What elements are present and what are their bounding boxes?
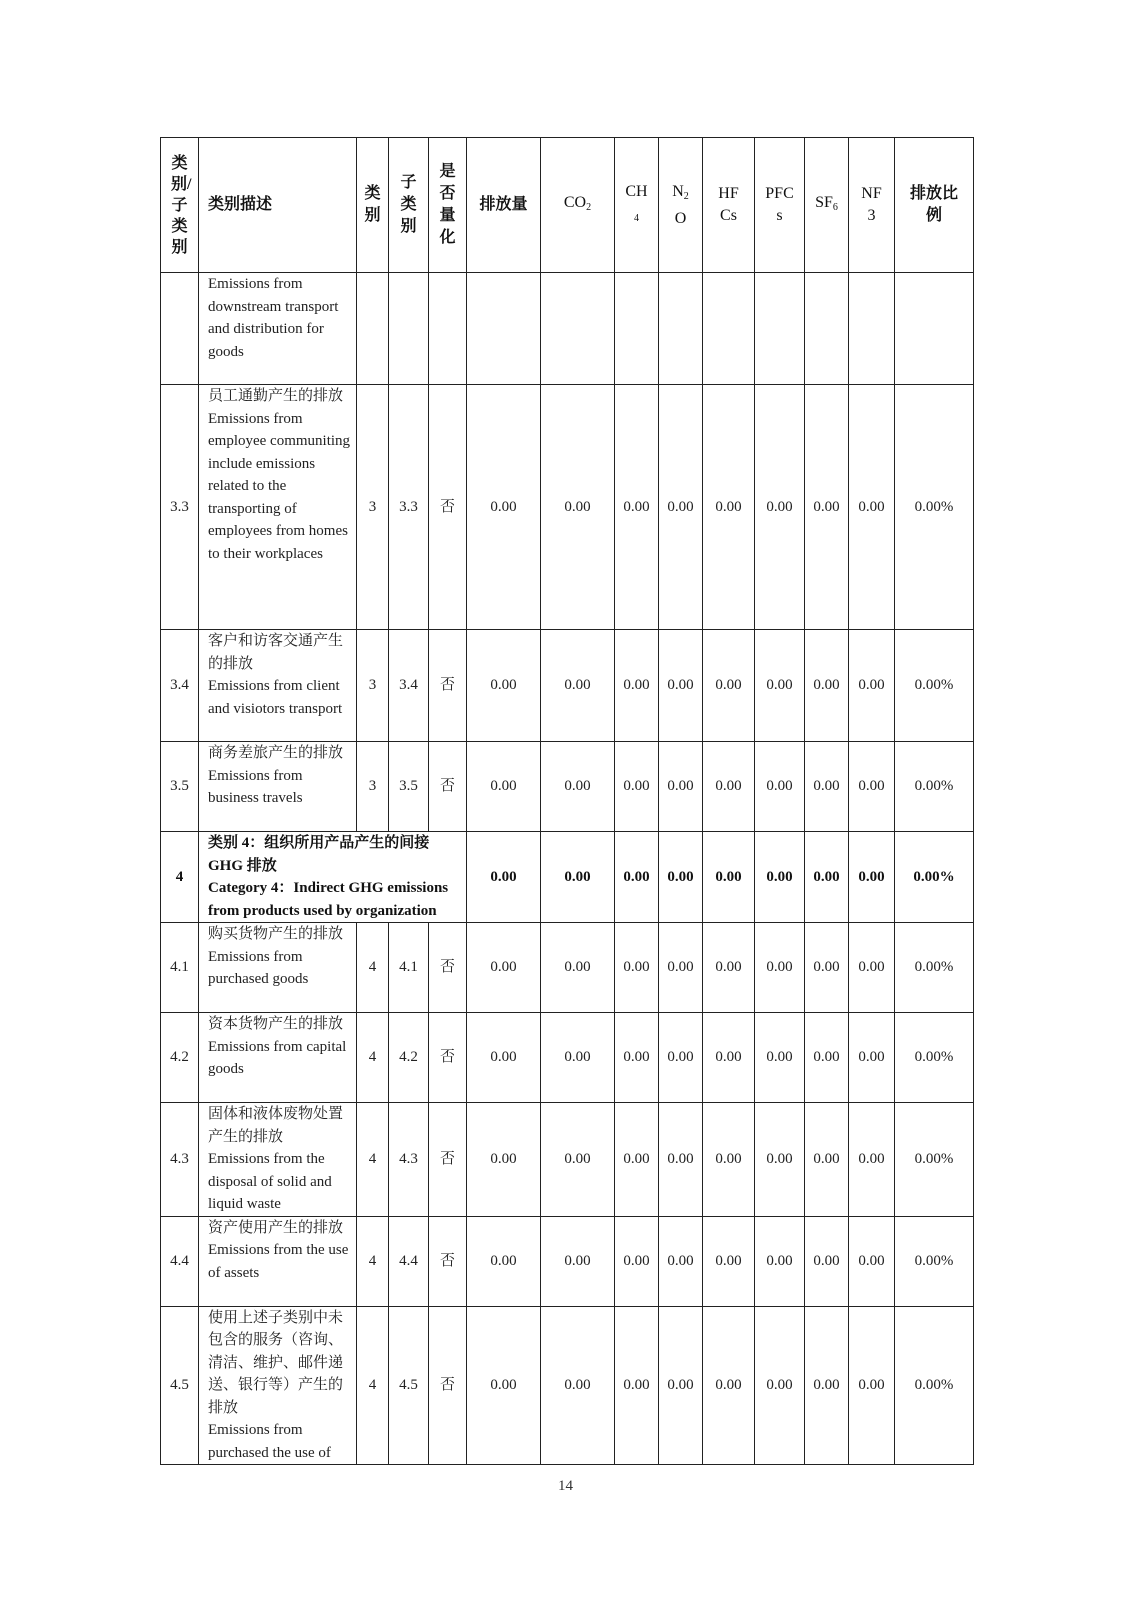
cell-nf3: 0.00 — [849, 1216, 895, 1306]
cell-n2o: 0.00 — [659, 630, 703, 742]
cell-empty — [389, 273, 429, 385]
cell-ratio: 0.00% — [895, 1216, 974, 1306]
cell-nf3: 0.00 — [849, 630, 895, 742]
cell-empty — [429, 273, 467, 385]
header-subtype: 子类别 — [389, 138, 429, 273]
cell-emission: 0.00 — [467, 385, 541, 630]
cell-pfcs: 0.00 — [755, 385, 805, 630]
description-cn: 员工通勤产生的排放 — [208, 388, 344, 404]
cell-sf6: 0.00 — [805, 1013, 849, 1103]
cell-quantified: 否 — [429, 1103, 467, 1217]
header-co2: $CO_2$ — [541, 138, 615, 273]
description-cn: 使用上述子类别中未包含的服务（咨询、清洁、维护、邮件递送、银行等）产生的排放 — [208, 1309, 344, 1416]
cell-emission: 0.00 — [467, 1216, 541, 1306]
cell-ch4: 0.00 — [615, 385, 659, 630]
header-emission: 排放量 — [467, 138, 541, 273]
cell-n2o: 0.00 — [659, 1013, 703, 1103]
cell-n2o: 0.00 — [659, 1103, 703, 1217]
cell-nf3: 0.00 — [849, 1103, 895, 1217]
cell-emission: 0.00 — [467, 923, 541, 1013]
cell-description — [199, 923, 357, 1013]
description-cn: 商务差旅产生的排放 — [208, 745, 344, 761]
description-en: Emissions from purchased goods — [208, 948, 309, 987]
cell-pfcs: 0.00 — [755, 1103, 805, 1217]
cell-hfcs: 0.00 — [703, 385, 755, 630]
cell-emission: 0.00 — [467, 1306, 541, 1465]
cell-quantified: 否 — [429, 1013, 467, 1103]
cell-description — [199, 1306, 357, 1465]
cell-quantified: 否 — [429, 742, 467, 832]
cell-id: 3.5 — [161, 742, 199, 832]
cell-sf6: 0.00 — [805, 832, 849, 923]
header-type: 类别 — [357, 138, 389, 273]
header-ch4: CH $_4$ — [615, 138, 659, 273]
cell-pfcs: 0.00 — [755, 1216, 805, 1306]
header-description: 类别描述 — [199, 138, 357, 273]
cell-type: 4 — [357, 1306, 389, 1465]
cell-description — [199, 1103, 357, 1217]
cell-quantified: 否 — [429, 630, 467, 742]
description-en: Category 4：Indirect GHG emissions from products used by organization — [208, 880, 449, 919]
cell-n2o: 0.00 — [659, 923, 703, 1013]
cell-hfcs: 0.00 — [703, 630, 755, 742]
table-row — [161, 630, 974, 742]
cell-emission: 0.00 — [467, 1103, 541, 1217]
cell-nf3: 0.00 — [849, 832, 895, 923]
description-cn: 资本货物产生的排放 — [208, 1016, 344, 1032]
cell-id: 3.3 — [161, 385, 199, 630]
cell-description — [199, 385, 357, 630]
cell-n2o: 0.00 — [659, 1216, 703, 1306]
cell-n2o: 0.00 — [659, 1306, 703, 1465]
cell-id: 4.1 — [161, 923, 199, 1013]
description-cn: 固体和液体废物处置产生的排放 — [208, 1106, 344, 1145]
cell-empty — [467, 273, 541, 385]
cell-nf3: 0.00 — [849, 1013, 895, 1103]
cell-description — [199, 832, 467, 923]
cell-empty — [659, 273, 703, 385]
header-pfcs: PFC s — [755, 138, 805, 273]
cell-pfcs: 0.00 — [755, 630, 805, 742]
cell-id: 3.4 — [161, 630, 199, 742]
table-row — [161, 742, 974, 832]
cell-ch4: 0.00 — [615, 1103, 659, 1217]
header-category: 类别/子类别 — [161, 138, 199, 273]
cell-nf3: 0.00 — [849, 1306, 895, 1465]
cell-description: Emissions from downstream transport and distribution for goods — [199, 273, 357, 385]
table-row — [161, 1216, 974, 1306]
header-hfcs: HF Cs — [703, 138, 755, 273]
description-en: Emissions from business travels — [208, 767, 303, 806]
table-row — [161, 385, 974, 630]
cell-sf6: 0.00 — [805, 923, 849, 1013]
cell-type: 3 — [357, 385, 389, 630]
cell-subtype: 4.2 — [389, 1013, 429, 1103]
cell-type: 3 — [357, 630, 389, 742]
cell-sf6: 0.00 — [805, 1103, 849, 1217]
cell-sf6: 0.00 — [805, 742, 849, 832]
cell-empty — [541, 273, 615, 385]
category-row — [161, 832, 974, 923]
cell-quantified: 否 — [429, 385, 467, 630]
cell-sf6: 0.00 — [805, 385, 849, 630]
cell-empty — [615, 273, 659, 385]
cell-co2: 0.00 — [541, 1013, 615, 1103]
cell-empty — [895, 273, 974, 385]
cell-co2: 0.00 — [541, 1103, 615, 1217]
cell-subtype: 3.3 — [389, 385, 429, 630]
cell-type: 3 — [357, 742, 389, 832]
cell-hfcs: 0.00 — [703, 923, 755, 1013]
cell-pfcs: 0.00 — [755, 832, 805, 923]
cell-hfcs: 0.00 — [703, 1013, 755, 1103]
cell-emission: 0.00 — [467, 1013, 541, 1103]
cell-sf6: 0.00 — [805, 630, 849, 742]
cell-hfcs: 0.00 — [703, 1216, 755, 1306]
cell-ratio: 0.00% — [895, 630, 974, 742]
description-cn: 客户和访客交通产生的排放 — [208, 633, 344, 672]
cell-quantified: 否 — [429, 1306, 467, 1465]
header-nf3: NF 3 — [849, 138, 895, 273]
cell-description — [199, 630, 357, 742]
cell-hfcs: 0.00 — [703, 1103, 755, 1217]
cell-ratio: 0.00% — [895, 1103, 974, 1217]
cell-ratio: 0.00% — [895, 742, 974, 832]
header-quantified: 是否量化 — [429, 138, 467, 273]
cell-type: 4 — [357, 1103, 389, 1217]
header-sf6: $SF_6$ — [805, 138, 849, 273]
cell-emission: 0.00 — [467, 742, 541, 832]
cell-subtype: 3.5 — [389, 742, 429, 832]
table-row — [161, 923, 974, 1013]
cell-co2: 0.00 — [541, 1306, 615, 1465]
cell-co2: 0.00 — [541, 630, 615, 742]
cell-id: 4.5 — [161, 1306, 199, 1465]
cell-co2: 0.00 — [541, 1216, 615, 1306]
description-cn: 购买货物产生的排放 — [208, 926, 344, 942]
description-cn: 类别 4：组织所用产品产生的间接 GHG 排放 — [208, 835, 430, 874]
cell-ratio: 0.00% — [895, 385, 974, 630]
cell-co2: 0.00 — [541, 923, 615, 1013]
cell-nf3: 0.00 — [849, 742, 895, 832]
cell-subtype: 4.5 — [389, 1306, 429, 1465]
cell-ch4: 0.00 — [615, 1013, 659, 1103]
description-en: Emissions from the disposal of solid and liquid waste — [208, 1151, 332, 1212]
cell-empty — [849, 273, 895, 385]
cell-subtype: 4.1 — [389, 923, 429, 1013]
description-en: Emissions from employee communiting include emissions related to the transporting of employees from homes to their workplaces — [208, 410, 351, 562]
page-number: 14 — [558, 1478, 573, 1494]
cell-type: 4 — [357, 1013, 389, 1103]
cell-type: 4 — [357, 923, 389, 1013]
header-ratio: 排放比例 — [895, 138, 974, 273]
cell-empty — [755, 273, 805, 385]
cell-sf6: 0.00 — [805, 1216, 849, 1306]
table-row — [161, 1013, 974, 1103]
cell-id: 4.4 — [161, 1216, 199, 1306]
cell-hfcs: 0.00 — [703, 742, 755, 832]
cell-emission: 0.00 — [467, 832, 541, 923]
cell-n2o: 0.00 — [659, 385, 703, 630]
description-en: Emissions from client and visiotors transport — [208, 678, 343, 717]
cell-id: 4.3 — [161, 1103, 199, 1217]
cell-ch4: 0.00 — [615, 1306, 659, 1465]
cell-subtype: 4.3 — [389, 1103, 429, 1217]
cell-empty — [161, 273, 199, 385]
table-row — [161, 1306, 974, 1465]
cell-id: 4.2 — [161, 1013, 199, 1103]
cell-subtype: 4.4 — [389, 1216, 429, 1306]
cell-empty — [703, 273, 755, 385]
cell-n2o: 0.00 — [659, 832, 703, 923]
cell-nf3: 0.00 — [849, 385, 895, 630]
cell-quantified: 否 — [429, 1216, 467, 1306]
description-cn: 资产使用产生的排放 — [208, 1219, 344, 1236]
emissions-table — [160, 137, 974, 1465]
cell-hfcs: 0.00 — [703, 1306, 755, 1465]
cell-sf6: 0.00 — [805, 1306, 849, 1465]
cell-pfcs: 0.00 — [755, 923, 805, 1013]
cell-co2: 0.00 — [541, 832, 615, 923]
cell-id: 4 — [161, 832, 199, 923]
cell-emission: 0.00 — [467, 630, 541, 742]
cell-pfcs: 0.00 — [755, 1306, 805, 1465]
cell-ratio: 0.00% — [895, 1306, 974, 1465]
cell-description — [199, 1013, 357, 1103]
cell-type: 4 — [357, 1216, 389, 1306]
table-header-row — [161, 138, 974, 273]
cell-ratio: 0.00% — [895, 832, 974, 923]
cell-ch4: 0.00 — [615, 832, 659, 923]
cell-ch4: 0.00 — [615, 1216, 659, 1306]
description-en: Emissions from the use of assets — [208, 1242, 349, 1281]
header-n2o: $N_2$ O — [659, 138, 703, 273]
cell-co2: 0.00 — [541, 385, 615, 630]
cell-hfcs: 0.00 — [703, 832, 755, 923]
cell-empty — [805, 273, 849, 385]
description-en: Emissions from capital goods — [208, 1038, 347, 1077]
cell-empty — [357, 273, 389, 385]
cell-ch4: 0.00 — [615, 630, 659, 742]
table-row — [161, 1103, 974, 1217]
cell-subtype: 3.4 — [389, 630, 429, 742]
cell-quantified: 否 — [429, 923, 467, 1013]
cell-description — [199, 742, 357, 832]
cell-pfcs: 0.00 — [755, 742, 805, 832]
cell-ratio: 0.00% — [895, 1013, 974, 1103]
cell-n2o: 0.00 — [659, 742, 703, 832]
description-en: Emissions from purchased the use of — [208, 1422, 331, 1461]
table-row-continuation — [161, 273, 974, 385]
cell-ratio: 0.00% — [895, 923, 974, 1013]
cell-pfcs: 0.00 — [755, 1013, 805, 1103]
cell-ch4: 0.00 — [615, 923, 659, 1013]
cell-description — [199, 1216, 357, 1306]
cell-co2: 0.00 — [541, 742, 615, 832]
cell-nf3: 0.00 — [849, 923, 895, 1013]
cell-ch4: 0.00 — [615, 742, 659, 832]
